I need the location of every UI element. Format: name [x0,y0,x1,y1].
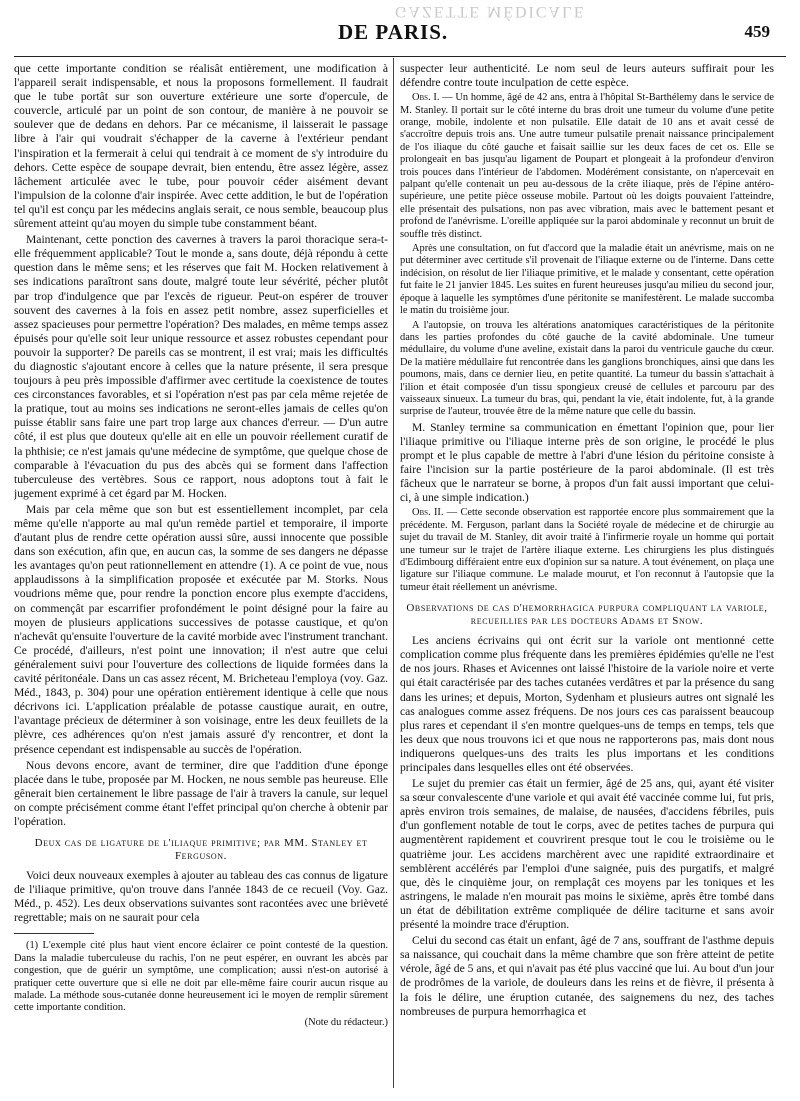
footnote-separator [14,933,94,934]
right-column [400,62,774,1092]
header-rule [14,56,786,57]
observation-1 [400,92,774,241]
observation-text: — Un homme, âgé de 42 ans, entra à l'hôpital St-Barthélemy dans le service de M. Stanley. Il portait sur le côté interne du bras droit une tumeur du volume d'une petite orange, mobile, indolente et non pulsatile. Elle datait de 10 ans et avait cessé de s'accroître depuis trois ans. Une autre tumeur pulsatile prenait naissance principalement de l'os iliaque du côté gauche et faisait saillie sur les deux faces de cet os. Elle se prolongeait en bas jusqu'au ligament de Poupart et plongeait à la profondeur d'environ trois pouces dans l'intérieur de l'abdomen. Modérément consistante, on n'apercevait en palpant qu'elle contenait un peu au-dessous de la crête iliaque, près de l'épine antéro-supérieure, une petite pièce osseuse mobile. Partout où les doigts pouvaient l'atteindre, elle présentait des pulsations, non pas avec vibration, mais avec le battement pesant et profond de l'anévrisme. L'oreille appliquée sur la paroi abdominale y reconnut un bruit de souffle très distinct. [400,92,774,240]
paragraph: Celui du second cas était un enfant, âgé de 7 ans, souffrant de l'asthme depuis sa naissance, qui couchait dans la même chambre que son frère atteint de petite vérole, âgé de 5 ans, et qui n'avait pas été plus vacciné que lui. Au bout d'un jour de prodrômes de la variole, de douleurs dans les reins et de fièvre, il présenta à la fois le délire, une éruption cutanée, des saignemens du nez, des taches nombreuses de purpura hemorrhagica et [400,934,774,1018]
paragraph: Maintenant, cette ponction des cavernes à travers la paroi thoracique sera-t-elle fréquemment applicable? Tout le monde a, sans doute, déjà répondu à cette question dans le même sens; et les réserves que fait M. Hocken relativement à ses indications paraîtront sans doute, malgré toute leur sévérité, pécher plutôt par trop d'indulgence que par l'excès de rigueur. Peut-on espérer de trouver souvent des cavernes à la fois en assez petit nombre, assez superficielles et assez spacieuses pour permettre l'opération? Des malades, en même temps assez épuisés pour qu'elle soit leur unique ressource et assez robustes cependant pour pouvoir la supporter? De pareils cas se montrent, il est vrai; mais les difficultés du diagnostic s'ajoutant encore à celles que la nature présente, il sera presque toujours à peu près impossible d'affirmer avec certitude la coexistence de toutes ces circonstances favorables, et si l'opération n'est pas par cela même rejetée de la pratique, tout au moins ses indications ne seront-elles jamais de celles qu'on puisse établir sans faire une part trop large aux chances d'erreur. — D'un autre côté, il est plus que douteux qu'elle ait en elle un pouvoir réellement curatif de la phthisie; ce n'est jamais qu'une médecine de symptôme, que quelque chose de comparable à l'évacuation du pus des abcès qui se forment dans l'affection tuberculeuse des vertèbres. Sous ce rapport, nous adoptons tout à fait le jugement exprimé à cet égard par M. Hocken. [14,233,388,500]
section-title: Deux cas de ligature de l'iliaque primitive; par MM. Stanley et Ferguson. [34,837,368,863]
section-title: Observations de cas d'hemorrhagica purpura compliquant la variole, recueillies par les docteurs Adams et Snow. [406,602,768,628]
paragraph: Les anciens écrivains qui ont écrit sur la variole ont mentionné cette complication comme plus fréquente dans les premières épidémies qu'elle ne l'est de nos jours. Rhases et Avicennes ont laissé l'histoire de la variole noire et verte qui était caractérisée par des taches cutanées verdâtres et par la présence du sang dans les urines; et depuis, Morton, Sydenham et plusieurs autres ont signalé les cas analogues comme assez fréquens. De nos jours ces cas paraissent beaucoup plus rares et cependant il s'en montre quelques-uns de temps en temps, tels que les deux que nous trouvons ici et que nous ne rapporterons pas, mais dont nous indiquerons quelques-uns des traits les plus importans et les conditions principales dans lesquelles elles ont été observées. [400,634,774,774]
journal-title: DE PARIS. [338,20,449,44]
page-number: 459 [744,22,770,41]
left-column [14,62,388,1092]
paragraph: M. Stanley termine sa communication en émettant l'opinion que, pour lier l'iliaque primitive ou l'iliaque interne près de son origine, le procédé le plus prompt et le plus capable de mettre à l'abri d'une lésion du péritoine consiste à faire l'incision sur la partie postérieure de la paroi abdominale. (Il est très fâcheux que le narrateur se borne, à propos d'un fait aussi important que celui-ci, à une simple indication.) [400,420,774,505]
bleed-through-header: GAZETTE MÉDICALE [395,3,586,20]
paragraph: Après une consultation, on fut d'accord que la maladie était un anévrisme, mais on ne put déterminer avec certitude s'il provenait de l'iliaque externe ou de l'interne. Dans cette indécision, on résolut de lier l'iliaque primitive, et le malade y consentant, cette opération fut faite le 21 janvier 1845. Les suites en furent heureuses jusqu'au milieu du second jour, époque à laquelle les symptômes d'une péritonite se manifestèrent. Le malade succomba le matin du troisième jour. [400,243,774,317]
footnote-signature: (Note du rédacteur.) [304,1016,388,1028]
paragraph: Voici deux nouveaux exemples à ajouter au tableau des cas connus de ligature de l'iliaque primitive, qu'on trouve dans l'année 1843 de ce recueil (Voy. Gaz. Méd., p. 452). Les deux observations suivantes sont racontées avec une brièveté regrettable; mais on ne saurait pour cela [14,869,388,925]
observation-label: Obs. II. [412,507,444,519]
paragraph: suspecter leur authenticité. Le nom seul de leurs auteurs suffirait pour les défendre contre toute inculpation de cette espèce. [400,62,774,90]
paragraph: A l'autopsie, on trouva les altérations anatomiques caractéristiques de la péritonite dans les parties profondes du côté gauche de la cavité abdominale. Une tumeur médullaire, du volume d'une aveline, existait dans la paroi du ventricule gauche du cœur. De la matière médullaire fut rencontrée dans les ganglions bronchiques, ainsi que dans les poumons, mais, dans ce dernier lieu, en petite quantité. La tumeur du bassin s'attachait à l'ilion et était composée d'un tissu spongieux creusé de cellules et parcouru par des vaisseaux sinueux. La tumeur du bras, qui, pendant la vie, était indolente, fut, à la grande surprise de l'auteur, trouvée être de la même nature que celle du bassin. [400,319,774,418]
paragraph: Mais par cela même que son but est essentiellement incomplet, par cela même qu'elle n'apporte au mal qu'un remède partiel et temporaire, il importe d'autant plus de rendre cette opération aussi sûre, aussi innocente que possible dans son exécution, afin que, en aucun cas, la somme de ses dangers ne dépasse les avantages qu'on peut rationnellement en attendre (1). A ce point de vue, nous applaudissons à la simplification proposée et exécutée par M. Storks. Nous voudrions même que, pour rendre la ponction encore plus exempte d'accidens, on commençât par escarrifier profondément le point désigné pour la faire au moyen de plusieurs applications successives de potasse caustique, et qu'on n'achevât qu'ensuite l'ouverture de la cavité morbide avec l'instrument tranchant. Ce procédé, d'ailleurs, n'est point une innovation; il n'est autre que celui généralement suivi pour l'ouverture des collections de liquide formées dans la cavité péritonéale. Dans un cas assez récent, M. Bricheteau l'employa (voy. Gaz. Méd., 1843, p. 304) pour une opération entièrement identique à celle que nous décrivons ici. L'application préalable de potasse caustique aurait, en outre, l'avantage précieux de déterminer à son voisinage, entre les deux feuillets de la plèvre, ces adhérences qu'on n'est jamais assuré d'y rencontrer, et dont la présence cependant est indispensable au succès de l'opération. [14,502,388,756]
observation-2 [400,507,774,594]
column-divider [393,58,394,1088]
paragraph: Nous devons encore, avant de terminer, dire que l'addition d'une éponge placée dans le tube, proposée par M. Hocken, ne nous semble pas heureuse. Elle gênerait bien certainement le libre passage de l'air à travers la canule, sur lequel on compte précisément comme étant l'effet principal qu'on cherche à obtenir par l'opération. [14,758,388,828]
paragraph: que cette importante condition se réalisât entièrement, une modification à l'appareil serait indispensable, et nous la proposons formellement. Il faudrait que le tube portât sur son ouverture extérieure une sorte d'opercule, de couvercle, articulé par un point de son contour, de manière à ne pouvoir se soulever que de dedans en dehors. Par ce mécanisme, il laisserait le passage libre à l'air qui voudrait s'échapper de la caverne à l'extérieur pendant l'inspiration et la fermerait à celui qui tendrait à ce moment de s'y introduire du dehors. Cette espèce de soupape devrait, bien entendu, être assez légère, assez lâchement articulée avec le tube, pour pouvoir céder aisément devant l'impulsion de la colonne d'air inspirée. Avec cette addition, le but de l'opération tel qu'il est conçu par les médecins anglais serait, ce nous semble, beaucoup plus sûrement atteint qu'au moyen du simple tube constamment béant. [14,62,388,231]
observation-label: Obs. I. [412,92,440,104]
paragraph: Le sujet du premier cas était un fermier, âgé de 25 ans, qui, ayant été visiter sa sœur convalescente d'une variole et qui avait été vaccinée comme lui, fut pris, après environ trois semaines, de malaise, de nausées, d'accidens fébriles, puis d'un gonflement notable de tout le corps, avec de petites taches de purpura qui augmentèrent rapidement et couvrirent presque tout le cou le troisième ou le quatrième jour. Les accidens marchèrent avec une rapidité extraordinaire et semblèrent accélérés par l'emploi d'une saignée, puis des purgatifs, et malgré que, dès le cinquième jour, on remplaçât ces moyens par les toniques et les astringens, le malade n'en mourait pas moins le sixième, après être tombé dans un état de débilitation extrême compliquée de délire taciturne et sans avoir présenté la moindre trace d'éruption. [400,777,774,932]
footnote: (1) L'exemple cité plus haut vient encore éclairer ce point contesté de la question. Dans la maladie tuberculeuse du rachis, l'on ne peut espérer, en ouvrant les abcès par congestion, que de guérir un symptôme, une complication; aussi n'est-on autorisé à pratiquer cette ouverture que si elle ne doit par elle-même faire courir aucun risque au malade. La méthode sous-cutanée donne heureusement ici le moyen de remplir sûrement cette importante condition. [14,940,388,1014]
observation-text: — Cette seconde observation est rapportée encore plus sommairement que la précédente. M. Ferguson, parlant dans la Société royale de médecine et de chirurgie au sujet du travail de M. Stanley, dit avoir traité à l'infirmerie royale un homme qui portait une tumeur sur le trajet de l'artère iliaque externe. Les chirurgiens les plus distingués d'Edimbourg différaient entre eux d'opinion sur sa nature. A tout événement, on plaça une ligature sur l'iliaque commune. Le malade mourut, et l'on reconnut à l'autopsie que la tumeur était réellement un anévrisme. [400,507,774,593]
page-header [0,20,800,48]
